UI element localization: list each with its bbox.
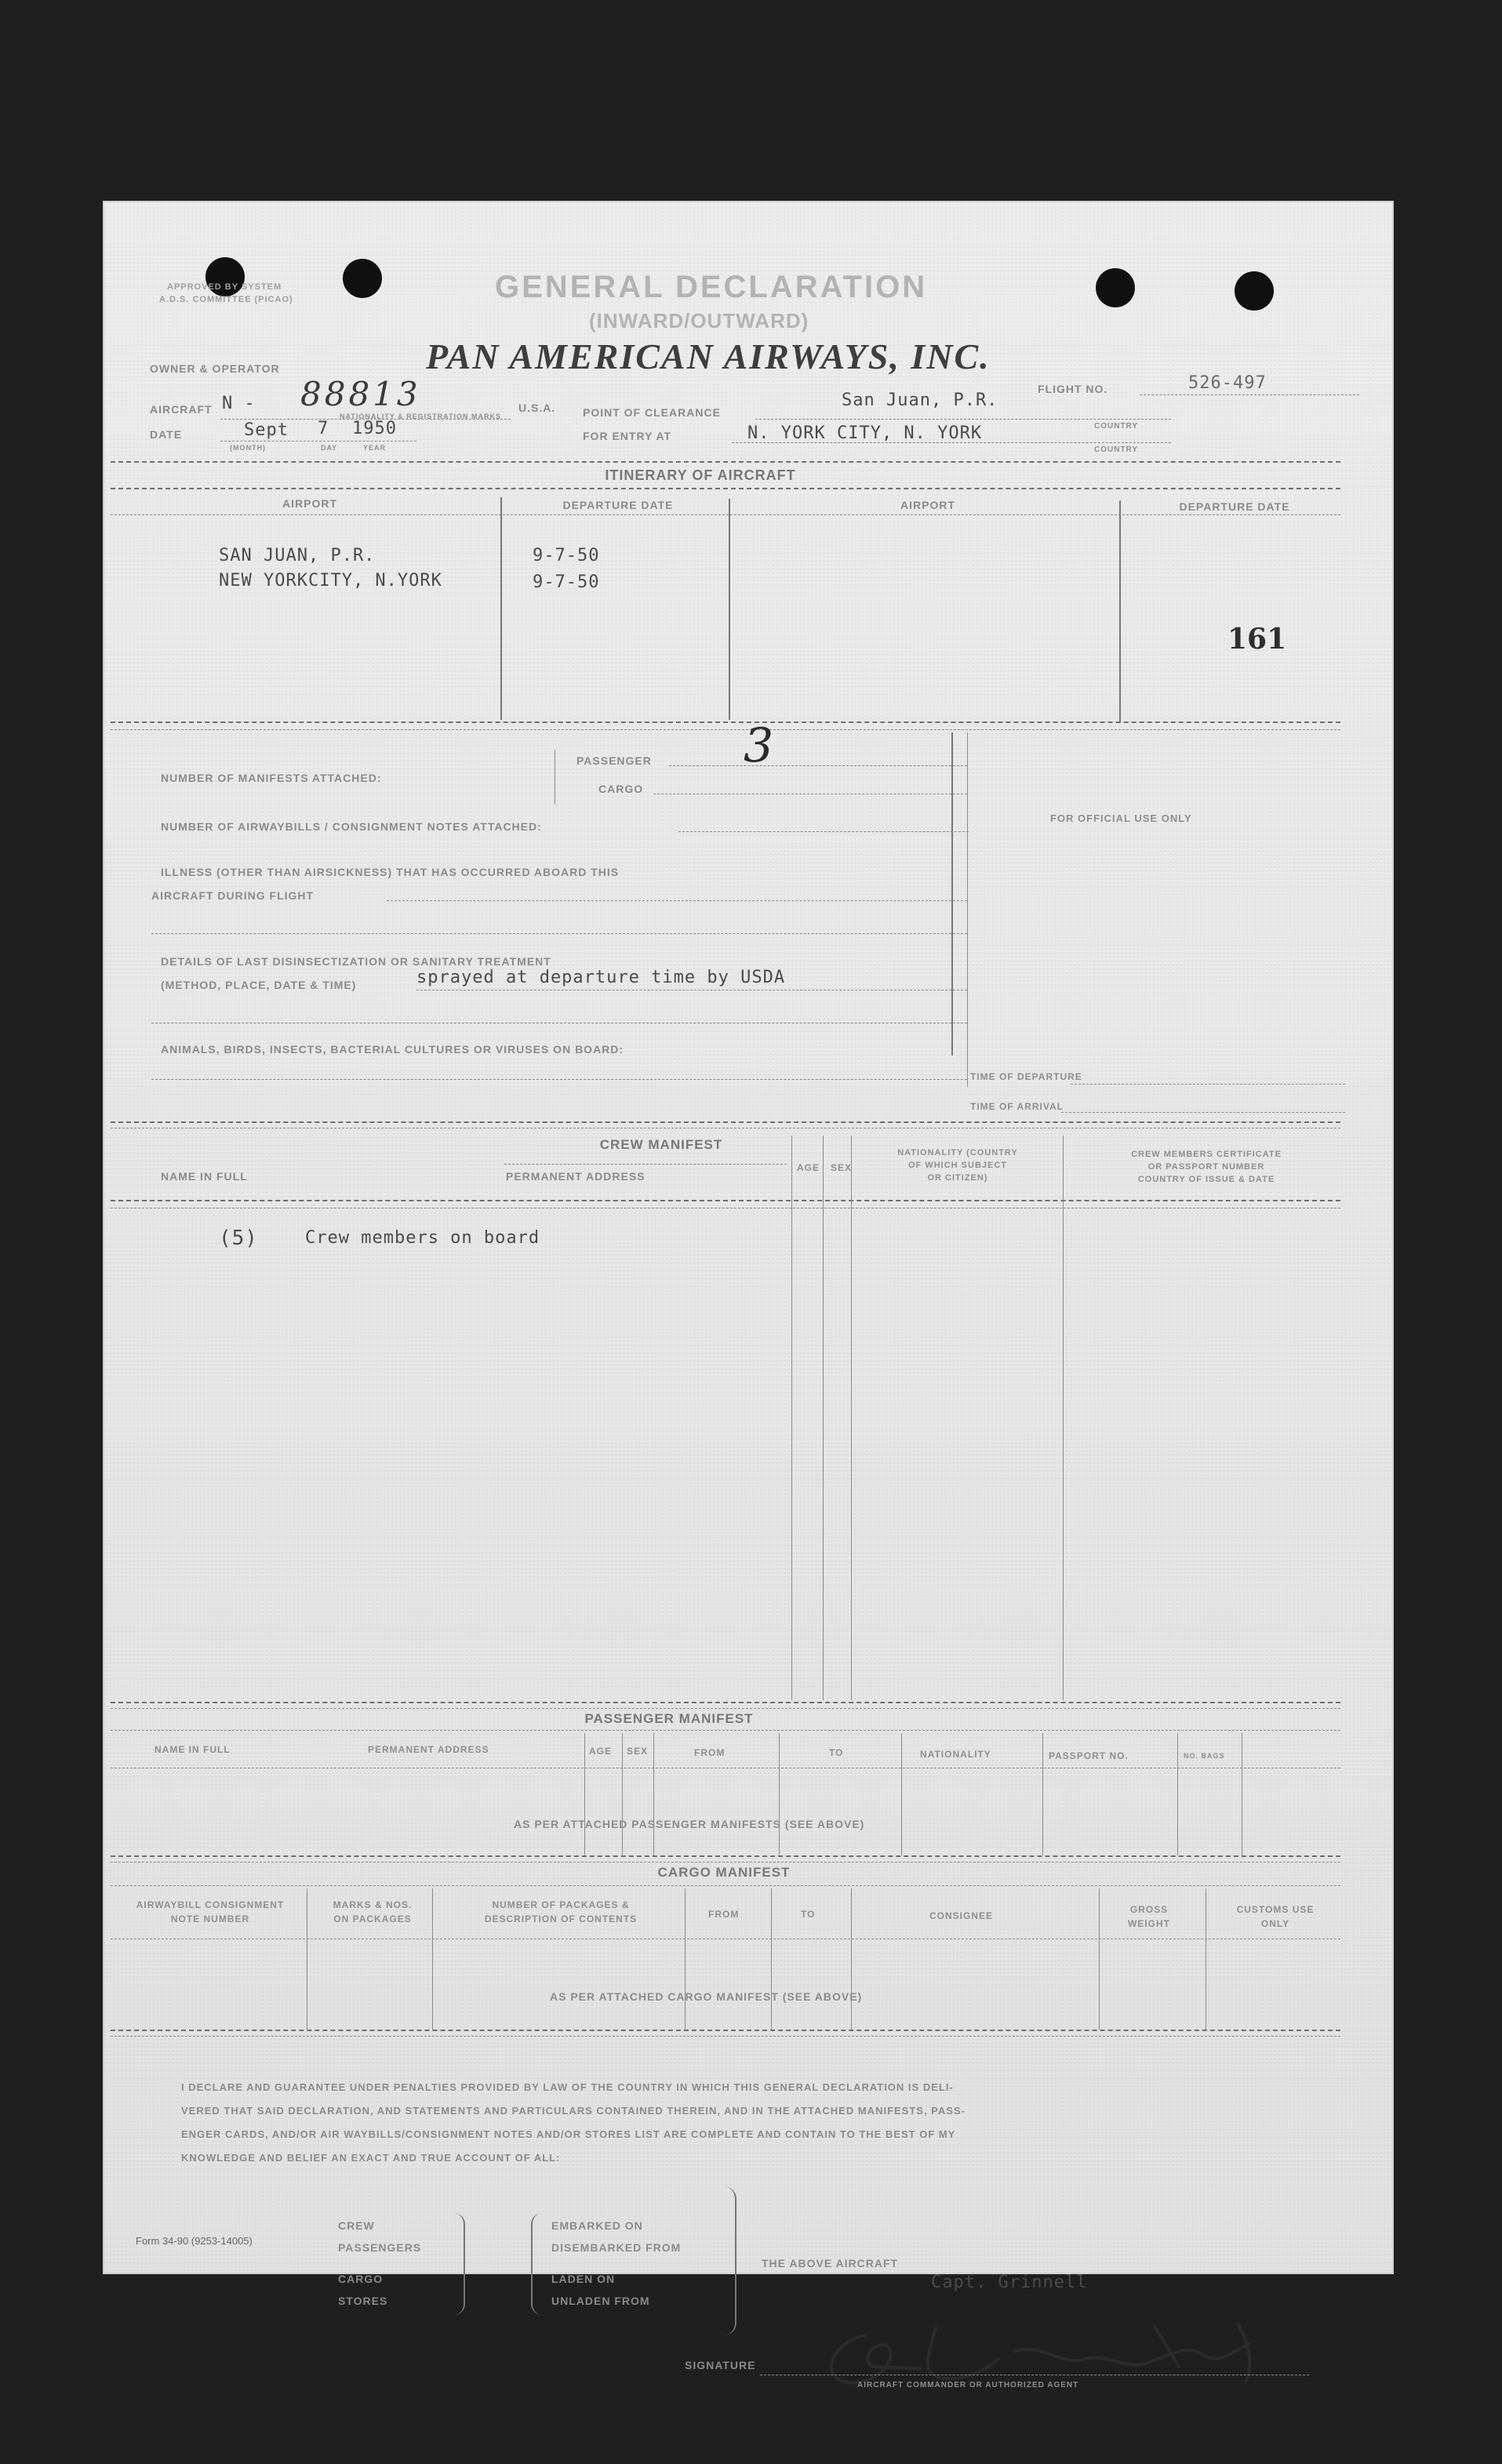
cargo-note: AS PER ATTACHED CARGO MANIFEST (SEE ABOVE)	[550, 1990, 863, 2003]
crew-col-cert-1: CREW MEMBERS CERTIFICATE	[1131, 1150, 1282, 1159]
decl-laden: LADEN ON	[551, 2273, 616, 2285]
declaration-form	[104, 202, 1392, 2389]
crew-col-address: PERMANENT ADDRESS	[506, 1170, 646, 1183]
itinerary-col-departure-2: DEPARTURE DATE	[1179, 500, 1290, 513]
declaration-line-2: VERED THAT SAID DECLARATION, AND STATEMENTS AND PARTICULARS CONTAINED THEREIN, AND IN THE ATTACHED MANIFESTS, PASS-	[181, 2105, 966, 2117]
clearance-label: POINT OF CLEARANCE	[583, 406, 721, 419]
cargo-col-pkgs-2: DESCRIPTION OF CONTENTS	[484, 1913, 638, 1924]
aircraft-label: AIRCRAFT	[150, 403, 213, 416]
cargo-col-awb-1: AIRWAYBILL CONSIGNMENT	[136, 1899, 285, 1910]
itinerary-airport-1: SAN JUAN, P.R.	[219, 546, 376, 565]
crew-col-sex: SEX	[831, 1162, 853, 1173]
manifest-cargo-label: CARGO	[598, 783, 644, 795]
crew-col-nationality-2: OF WHICH SUBJECT	[908, 1161, 1007, 1170]
passenger-col-name: NAME IN FULL	[155, 1744, 231, 1755]
crew-col-nationality-1: NATIONALITY (COUNTRY	[897, 1148, 1018, 1157]
flight-label: FLIGHT NO.	[1038, 383, 1108, 395]
usa-label: U.S.A.	[518, 402, 556, 414]
itinerary-airport-2: NEW YORKCITY, N.YORK	[219, 571, 442, 591]
country-label-2: COUNTRY	[1094, 445, 1139, 454]
disinsect-label-2: (METHOD, PLACE, DATE & TIME)	[161, 979, 357, 991]
approval-stamp-line1: APPROVED BY SYSTEM	[167, 282, 282, 292]
crew-col-name: NAME IN FULL	[161, 1170, 248, 1183]
cargo-col-customs-1: CUSTOMS USE	[1236, 1904, 1315, 1915]
decl-crew: CREW	[338, 2219, 375, 2232]
owner-label: OWNER & OPERATOR	[150, 362, 280, 375]
page-number: 161	[1227, 623, 1287, 656]
date-day: 7	[318, 419, 329, 438]
airwaybills-label: NUMBER OF AIRWAYBILLS / CONSIGNMENT NOTES ATTACHED:	[161, 820, 542, 833]
date-label: DATE	[150, 428, 183, 441]
year-label: YEAR	[363, 444, 387, 452]
captain-name: Capt. Grinnell	[931, 2273, 1088, 2292]
form-title: GENERAL DECLARATION	[495, 270, 928, 304]
animals-label: ANIMALS, BIRDS, INSECTS, BACTERIAL CULTURES OR VIRUSES ON BOARD:	[161, 1043, 624, 1056]
crew-title: CREW MANIFEST	[599, 1137, 723, 1152]
declaration-line-3: ENGER CARDS, AND/OR AIR WAYBILLS/CONSIGNMENT NOTES AND/OR STORES LIST ARE COMPLETE AND CONTAIN TO THE BEST OF MY	[181, 2128, 956, 2140]
time-departure-label: TIME OF DEPARTURE	[970, 1071, 1082, 1082]
passenger-col-address: PERMANENT ADDRESS	[368, 1744, 489, 1755]
crew-col-cert-2: OR PASSPORT NUMBER	[1147, 1162, 1265, 1172]
time-arrival-label: TIME OF ARRIVAL	[970, 1101, 1064, 1112]
official-use-label: FOR OFFICIAL USE ONLY	[1050, 812, 1192, 824]
itinerary-date-1: 9-7-50	[533, 546, 600, 565]
cargo-col-to: TO	[801, 1909, 816, 1920]
itinerary-col-airport: AIRPORT	[282, 497, 337, 510]
cargo-col-awb-2: NOTE NUMBER	[170, 1913, 250, 1924]
declaration-line-1: I DECLARE AND GUARANTEE UNDER PENALTIES PROVIDED BY LAW OF THE COUNTRY IN WHICH THIS GENERAL DECLARATION IS DELI-	[181, 2081, 954, 2093]
cargo-title: CARGO MANIFEST	[657, 1865, 791, 1880]
punch-hole	[343, 259, 382, 298]
commander-label: AIRCRAFT COMMANDER OR AUTHORIZED AGENT	[857, 2381, 1079, 2389]
cargo-col-gross-2: WEIGHT	[1128, 1918, 1170, 1929]
cargo-col-customs-2: ONLY	[1260, 1918, 1290, 1929]
crew-col-age: AGE	[797, 1162, 820, 1173]
cargo-col-marks-1: MARKS & NOS.	[333, 1899, 413, 1910]
decl-stores: STORES	[338, 2295, 388, 2307]
decl-above-aircraft: THE ABOVE AIRCRAFT	[762, 2257, 899, 2270]
cargo-col-from: FROM	[708, 1909, 740, 1920]
passenger-col-bags: NO. BAGS	[1184, 1752, 1225, 1760]
form-subtitle: (INWARD/OUTWARD)	[589, 309, 809, 333]
decl-passengers: PASSENGERS	[338, 2241, 422, 2254]
nationality-marks-label: NATIONALITY & REGISTRATION MARKS	[340, 412, 501, 420]
day-label: DAY	[321, 444, 338, 452]
form-number: Form 34-90 (9253-14005)	[136, 2235, 253, 2247]
operator-name: PAN AMERICAN AIRWAYS, INC.	[426, 336, 991, 376]
illness-label-1: ILLNESS (OTHER THAN AIRSICKNESS) THAT HAS OCCURRED ABOARD THIS	[161, 866, 620, 878]
flight-number: 526-497	[1188, 373, 1267, 393]
manifest-passenger-label: PASSENGER	[576, 754, 652, 767]
signature-label: SIGNATURE	[685, 2359, 756, 2371]
cargo-col-marks-2: ON PACKAGES	[333, 1913, 412, 1924]
disinsect-value: sprayed at departure time by USDA	[416, 968, 786, 987]
decl-disembarked: DISEMBARKED FROM	[551, 2241, 682, 2254]
itinerary-col-departure: DEPARTURE DATE	[562, 499, 674, 511]
cargo-col-pkgs-1: NUMBER OF PACKAGES &	[492, 1899, 630, 1910]
crew-entry-text: Crew members on board	[305, 1228, 540, 1248]
aircraft-prefix: N -	[222, 394, 256, 413]
decl-embarked: EMBARKED ON	[551, 2219, 643, 2232]
crew-entry-count: (5)	[219, 1227, 258, 1250]
cargo-col-gross-1: GROSS	[1129, 1904, 1169, 1915]
illness-label-2: AIRCRAFT DURING FLIGHT	[151, 889, 315, 902]
crew-col-nationality-3: OR CITIZEN)	[927, 1173, 988, 1183]
decl-unladen: UNLADEN FROM	[551, 2295, 650, 2307]
entry-point: N. YORK CITY, N. YORK	[747, 423, 983, 443]
punch-hole	[1096, 268, 1135, 307]
date-month: Sept	[244, 420, 289, 440]
passenger-title: PASSENGER MANIFEST	[584, 1711, 754, 1726]
month-label: (MONTH)	[230, 444, 266, 452]
passenger-col-age: AGE	[589, 1746, 613, 1757]
itinerary-date-2: 9-7-50	[533, 572, 600, 592]
disinsect-label-1: DETAILS OF LAST DISINSECTIZATION OR SANITARY TREATMENT	[161, 955, 551, 968]
decl-cargo: CARGO	[338, 2273, 384, 2285]
entry-label: FOR ENTRY AT	[583, 430, 672, 442]
crew-col-cert-3: COUNTRY OF ISSUE & DATE	[1137, 1175, 1275, 1184]
passenger-col-from: FROM	[694, 1747, 726, 1758]
manifest-passenger-count: 3	[744, 718, 774, 773]
itinerary-title: ITINERARY OF AIRCRAFT	[605, 467, 796, 483]
passenger-col-nationality: NATIONALITY	[920, 1749, 991, 1760]
passenger-col-to: TO	[829, 1747, 844, 1758]
passenger-col-passport: PASSPORT NO.	[1049, 1750, 1129, 1761]
aircraft-registration: 88813	[300, 375, 421, 413]
manifests-label: NUMBER OF MANIFESTS ATTACHED:	[161, 772, 382, 784]
approval-stamp-line2: A.D.S. COMMITTEE (PICAO)	[159, 295, 293, 304]
itinerary-col-airport-2: AIRPORT	[900, 499, 955, 511]
cargo-col-consignee: CONSIGNEE	[929, 1910, 994, 1921]
passenger-note: AS PER ATTACHED PASSENGER MANIFESTS (SEE ABOVE)	[514, 1818, 865, 1830]
date-year: 1950	[352, 419, 397, 438]
clearance-point: San Juan, P.R.	[842, 391, 998, 410]
punch-hole	[1235, 271, 1274, 311]
country-label: COUNTRY	[1094, 422, 1139, 431]
passenger-col-sex: SEX	[627, 1746, 649, 1757]
declaration-line-4: KNOWLEDGE AND BELIEF AN EXACT AND TRUE ACCOUNT OF ALL:	[181, 2152, 561, 2164]
